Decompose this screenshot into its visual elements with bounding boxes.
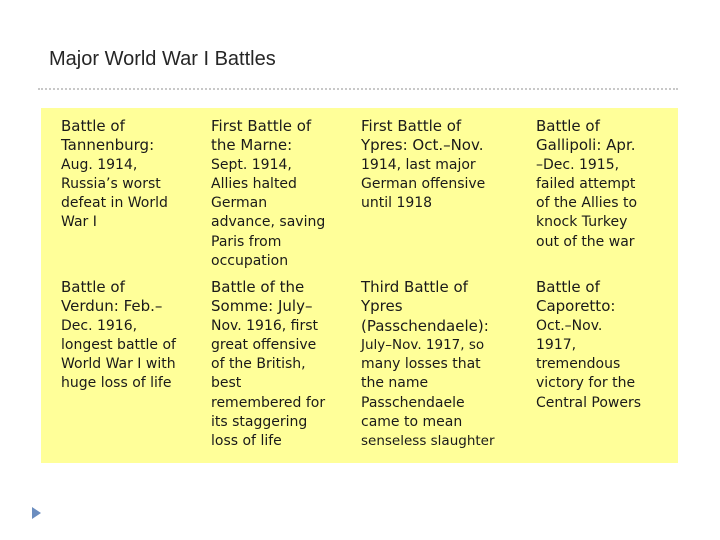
battle-line: failed attempt bbox=[536, 175, 636, 192]
slide-title: Major World War I Battles bbox=[49, 48, 276, 70]
battle-line: best bbox=[211, 375, 242, 392]
battle-line: Battle of bbox=[536, 117, 600, 135]
battle-line: knock Turkey bbox=[536, 214, 628, 231]
battle-line: the name bbox=[361, 375, 429, 392]
battle-line: occupation bbox=[211, 253, 289, 270]
battle-line: Battle of the bbox=[211, 278, 305, 296]
battle-line: many losses that bbox=[361, 356, 481, 373]
battle-line: until 1918 bbox=[361, 195, 433, 212]
battle-line: Oct.–Nov. bbox=[536, 317, 603, 334]
battle-line: its staggering bbox=[211, 414, 308, 431]
battle-line: the Marne: bbox=[211, 136, 293, 155]
battle-cell bbox=[61, 278, 176, 394]
battle-line: Battle of bbox=[61, 278, 125, 296]
battle-line: Battle of bbox=[536, 278, 600, 296]
battle-cell bbox=[61, 117, 168, 233]
battle-line: 1914, last major bbox=[361, 156, 476, 173]
battle-line: German bbox=[211, 195, 268, 212]
battle-line: First Battle of bbox=[361, 117, 462, 135]
battle-line: Nov. 1916, first bbox=[211, 317, 319, 334]
triangle-bullet-icon bbox=[32, 507, 41, 519]
battle-line: remembered for bbox=[211, 394, 326, 411]
battle-line: Ypres: Oct.–Nov. bbox=[361, 136, 484, 155]
title-divider bbox=[38, 88, 678, 90]
battle-line: Battle of bbox=[61, 117, 125, 135]
battle-line: War I bbox=[61, 214, 97, 231]
battle-line: advance, saving bbox=[211, 214, 326, 231]
battle-line: Third Battle of bbox=[361, 278, 468, 296]
battle-line: great offensive bbox=[211, 336, 317, 353]
battle-line: 1917, bbox=[536, 336, 577, 353]
battle-line: Passchendaele bbox=[361, 394, 465, 411]
battle-line: Central Powers bbox=[536, 394, 642, 411]
battle-cell bbox=[536, 278, 641, 413]
battle-cell bbox=[536, 117, 637, 252]
battle-line: Sept. 1914, bbox=[211, 156, 292, 173]
battle-line: First Battle of bbox=[211, 117, 312, 135]
battle-line: longest battle of bbox=[61, 336, 176, 353]
battle-line: World War I with bbox=[61, 356, 176, 373]
battle-line: German offensive bbox=[361, 175, 486, 192]
battle-line: Russia’s worst bbox=[61, 175, 161, 192]
battle-line: huge loss of life bbox=[61, 375, 172, 392]
battle-cell bbox=[211, 278, 325, 452]
battle-line: of the British, bbox=[211, 356, 306, 373]
battle-line: loss of life bbox=[211, 433, 282, 450]
battle-line: out of the war bbox=[536, 233, 635, 250]
battle-line: Ypres bbox=[361, 297, 403, 316]
battle-line: of the Allies to bbox=[536, 195, 638, 212]
battle-cell bbox=[361, 278, 495, 452]
battle-line: Paris from bbox=[211, 233, 282, 250]
battle-line: Allies halted bbox=[211, 175, 297, 192]
battle-line: Gallipoli: Apr. bbox=[536, 136, 636, 155]
battle-line: victory for the bbox=[536, 375, 636, 392]
battle-line: July–Nov. 1917, so bbox=[361, 336, 485, 353]
battle-line: Somme: July– bbox=[211, 297, 313, 316]
battle-line: Aug. 1914, bbox=[61, 156, 138, 173]
battle-line: Tannenburg: bbox=[61, 136, 155, 155]
battle-line: Caporetto: bbox=[536, 297, 616, 316]
battle-line: Dec. 1916, bbox=[61, 317, 138, 334]
battle-line: defeat in World bbox=[61, 195, 168, 212]
battle-line: senseless slaughter bbox=[361, 433, 495, 450]
battle-line: Verdun: Feb.– bbox=[61, 297, 163, 316]
battle-cell bbox=[211, 117, 325, 271]
battle-cell bbox=[361, 117, 485, 213]
battle-line: came to mean bbox=[361, 414, 463, 431]
battle-line: (Passchendaele): bbox=[361, 316, 489, 335]
battle-line: –Dec. 1915, bbox=[536, 156, 620, 173]
battle-line: tremendous bbox=[536, 356, 621, 373]
